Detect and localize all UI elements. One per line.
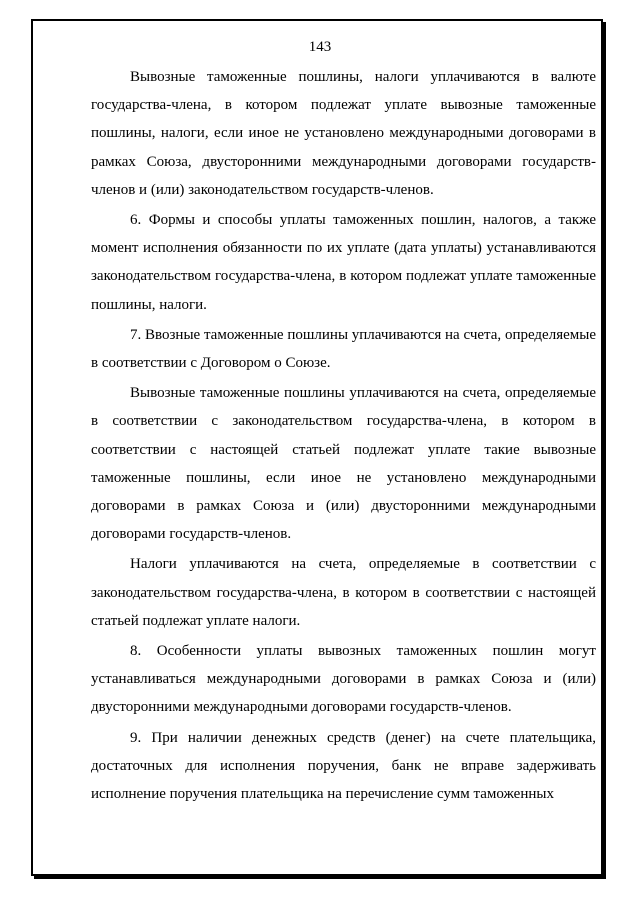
document-body	[91, 63, 596, 810]
paragraph: 8. Особенности уплаты вывозных таможенных пошлин могут устанавливаться международными договорами в рамках Союза и (или) двусторонними международными договорами государств-членов.	[91, 643, 596, 716]
paragraph: Налоги уплачиваются на счета, определяемые в соответствии с законодательством государства-члена, в котором в соответствии с настоящей статьей подлежат уплате налоги.	[91, 556, 596, 629]
paragraph: 6. Формы и способы уплаты таможенных пошлин, налогов, а также момент исполнения обязанности по их уплате (дата уплаты) устанавливаются законодательством государства-члена, в котором подлежат уплате таможенные пошлины, налоги.	[91, 212, 596, 313]
paragraph: 7. Ввозные таможенные пошлины уплачиваются на счета, определяемые в соответствии с Договором о Союзе.	[91, 326, 596, 372]
paragraph: Вывозные таможенные пошлины уплачиваются на счета, определяемые в соответствии с законодательством государства-члена, в котором в соответствии с настоящей статьей подлежат уплате такие вывозные таможенные пошлины, если иное не установлено международными договорами в рамках Союза и (или) двусторонними международными договорами государств-членов.	[91, 385, 596, 543]
paragraph: 9. При наличии денежных средств (денег) на счете плательщика, достаточных для исполнения поручения, банк не вправе задерживать исполнение поручения плательщика на перечисление сумм таможенных	[91, 729, 596, 803]
page-number: 143	[308, 39, 332, 55]
paragraph: Вывозные таможенные пошлины, налоги уплачиваются в валюте государства-члена, в котором подлежат уплате вывозные таможенные пошлины, налоги, если иное не установлено международными договорами в рамках Союза, двусторонними международными договорами государств-членов и (или) законодательством государств-членов.	[91, 69, 596, 198]
